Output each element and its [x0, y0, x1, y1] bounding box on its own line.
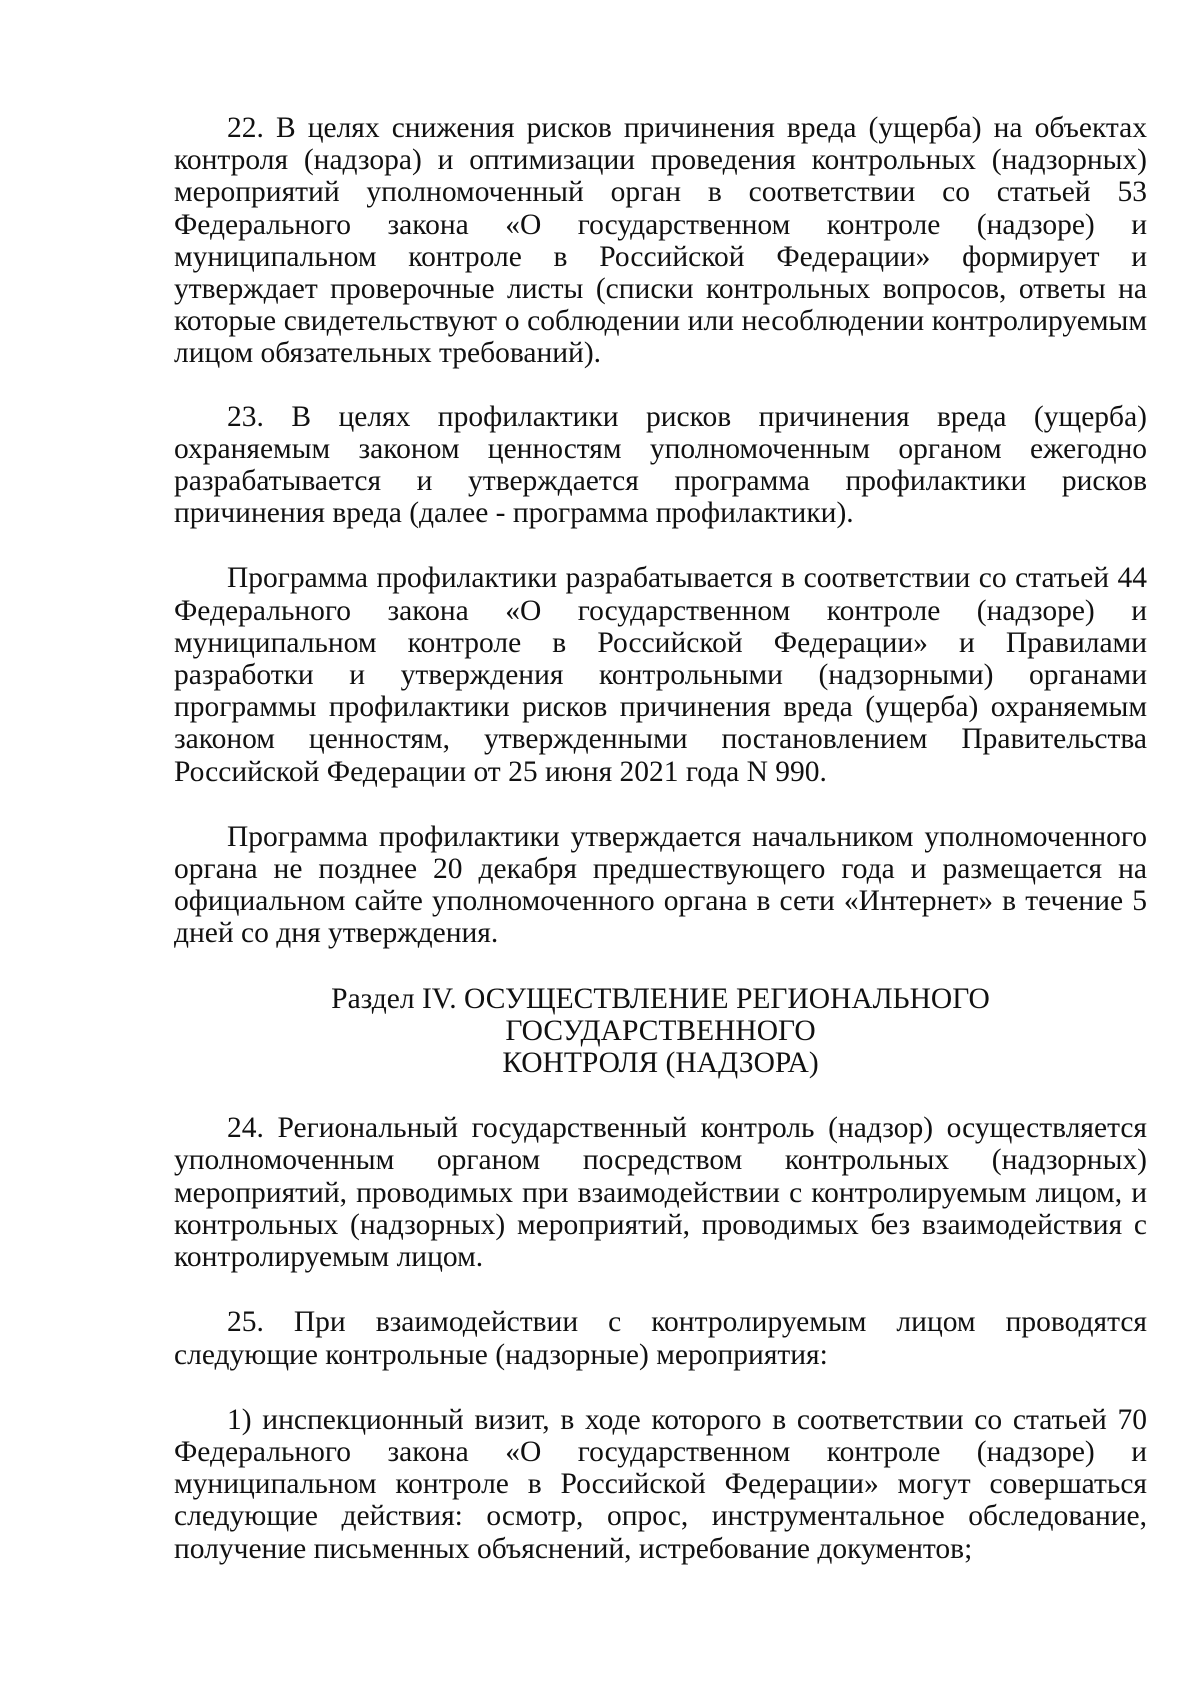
paragraph-23: 23. В целях профилактики рисков причинения вреда (ущерба) охраняемым законом ценностям уполномоченным органом ежегодно разрабатывается и утверждается программа профилактики рисков причинения вреда (далее - программа профилактики). — [174, 400, 1147, 530]
section-heading-line-1: Раздел IV. ОСУЩЕСТВЛЕНИЕ РЕГИОНАЛЬНОГО ГОСУДАРСТВЕННОГО — [331, 982, 990, 1047]
paragraph-program-development: Программа профилактики разрабатывается в соответствии со статьей 44 Федерального закона «О государственном контроле (надзоре) и муниципальном контроле в Российской Федерации» и Правилами разработки и утверждения контрольными (надзорными) органами программы профилактики рисков причинения вреда (ущерба) охраняемым законом ценностям, утвержденными постановлением Правительства Российской Федерации от 25 июня 2021 года N 990. — [174, 562, 1147, 788]
paragraph-24: 24. Региональный государственный контроль (надзор) осуществляется уполномоченным органом посредством контрольных (надзорных) мероприятий, проводимых при взаимодействии с контролируемым лицом, и контрольных (надзорных) мероприятий, проводимых без взаимодействия с контролируемым лицом. — [174, 1112, 1147, 1274]
paragraph-program-approval: Программа профилактики утверждается начальником уполномоченного органа не позднее 20 декабря предшествующего года и размещается на официальном сайте уполномоченного органа в сети «Интернет» в течение 5 дней со дня утверждения. — [174, 820, 1147, 950]
section-heading — [174, 983, 1147, 1080]
paragraph-25: 25. При взаимодействии с контролируемым лицом проводятся следующие контрольные (надзорные) мероприятия: — [174, 1306, 1147, 1371]
list-item-inspection-visit: 1) инспекционный визит, в ходе которого в соответствии со статьей 70 Федерального закона «О государственном контроле (надзоре) и муниципальном контроле в Российской Федерации» могут совершаться следующие действия: осмотр, опрос, инструментальное обследование, получение письменных объяснений, истребование документов; — [174, 1403, 1147, 1565]
paragraph-22: 22. В целях снижения рисков причинения вреда (ущерба) на объектах контроля (надзора) и оптимизации проведения контрольных (надзорных) мероприятий уполномоченный орган в соответствии со статьей 53 Федерального закона «О государственном контроле (надзоре) и муниципальном контроле в Российской Федерации» формирует и утверждает проверочные листы (списки контрольных вопросов, ответы на которые свидетельствуют о соблюдении или несоблюдении контролируемым лицом обязательных требований). — [174, 112, 1147, 370]
section-heading-line-2: КОНТРОЛЯ (НАДЗОРА) — [502, 1047, 819, 1080]
document-page — [174, 112, 1147, 1565]
